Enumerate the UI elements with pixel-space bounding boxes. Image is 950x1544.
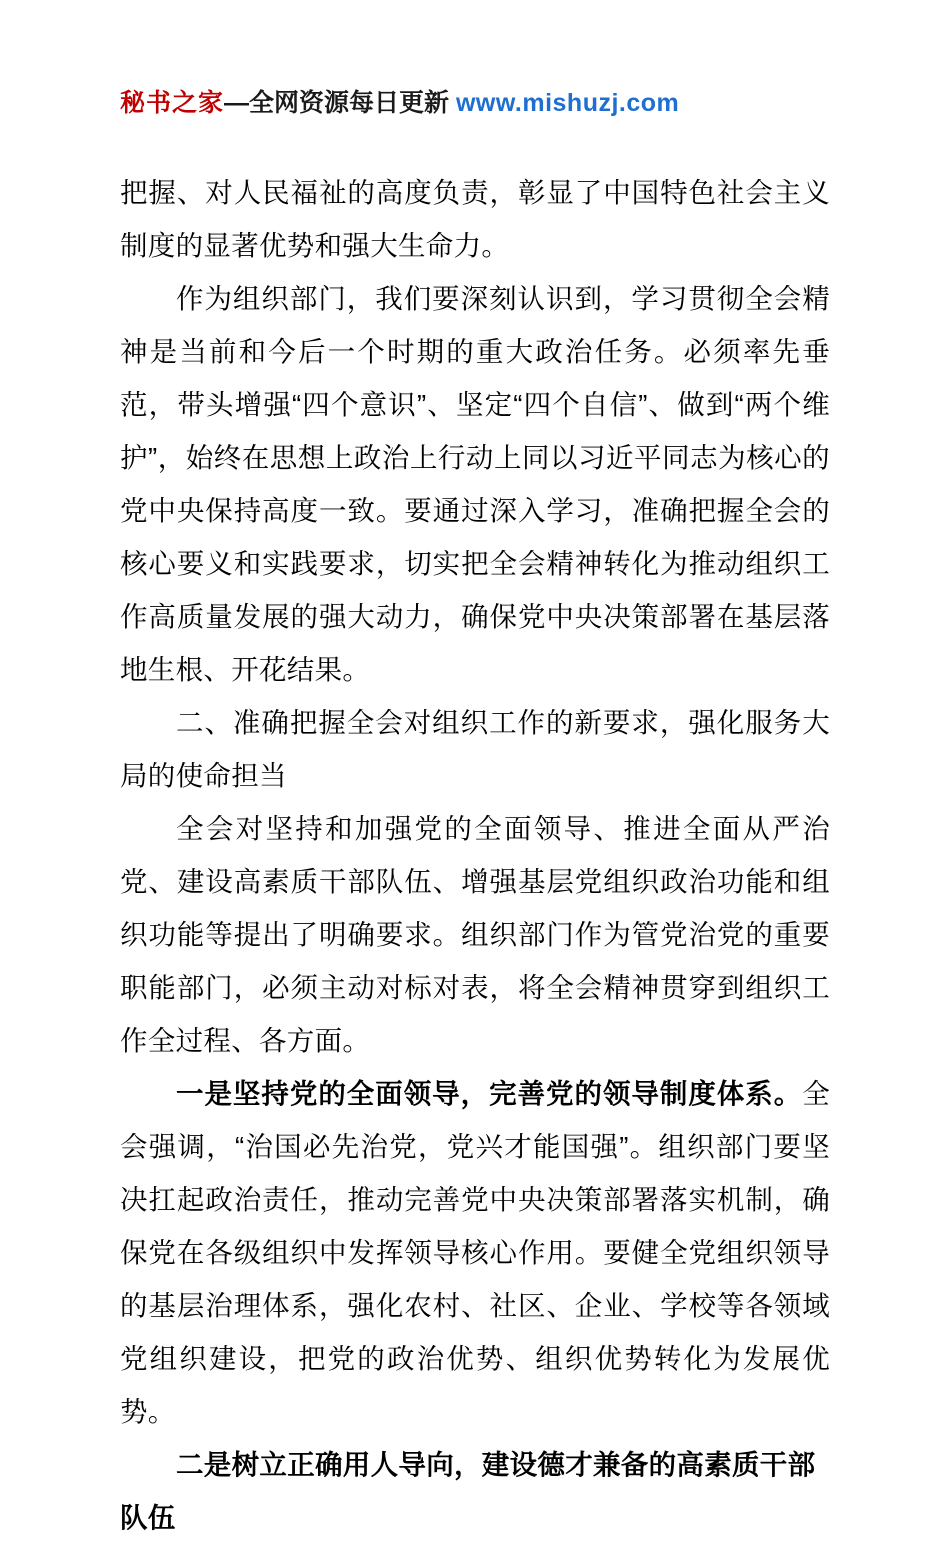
paragraph-1: 把握、对人民福祉的高度负责，彰显了中国特色社会主义制度的显著优势和强大生命力。 bbox=[120, 177, 830, 261]
paragraph-2: 作为组织部门，我们要深刻认识到，学习贯彻全会精神是当前和今后一个时期的重大政治任务。必须率先垂范，带头增强“四个意识”、坚定“四个自信”、做到“两个维护”，始终在思想上政治上行动上同以习近平同志为核心的党中央保持高度一致。要通过深入学习，准确把握全会的核心要义和实践要求，切实把全会精神转化为推动组织工作高质量发展的强大动力，确保党中央决策部署在基层落地生根、开花结果。 bbox=[120, 283, 830, 685]
site-tagline: —全网资源每日更新 bbox=[224, 89, 450, 117]
paragraph-5-text: 全会强调，“治国必先治党，党兴才能国强”。组织部门要坚决扛起政治责任，推动完善党中央决策部署落实机制，确保党在各级组织中发挥领导核心作用。要健全党组织领导的基层治理体系，强化农村、社区、企业、学校等各领域党组织建设，把党的政治优势、组织优势转化为发展优势。 bbox=[120, 1078, 830, 1427]
document-body bbox=[120, 166, 830, 1544]
site-brand-name: 秘书之家 bbox=[120, 89, 225, 117]
site-url[interactable]: www.mishuzj.com bbox=[455, 89, 680, 117]
paragraph-4: 全会对坚持和加强党的全面领导、推进全面从严治党、建设高素质干部队伍、增强基层党组织政治功能和组织功能等提出了明确要求。组织部门作为管党治党的重要职能部门，必须主动对标对表，将全会精神贯穿到组织工作全过程、各方面。 bbox=[120, 813, 830, 1056]
paragraph-3-heading: 二、准确把握全会对组织工作的新要求，强化服务大局的使命担当 bbox=[120, 707, 830, 791]
paragraph-6-heading: 二是树立正确用人导向，建设德才兼备的高素质干部队伍 bbox=[120, 1449, 816, 1533]
document-page bbox=[0, 86, 950, 1533]
paragraph-5 bbox=[120, 1067, 830, 1438]
site-watermark-header bbox=[120, 86, 830, 120]
paragraph-5-lead: 一是坚持党的全面领导，完善党的领导制度体系。 bbox=[176, 1078, 803, 1109]
